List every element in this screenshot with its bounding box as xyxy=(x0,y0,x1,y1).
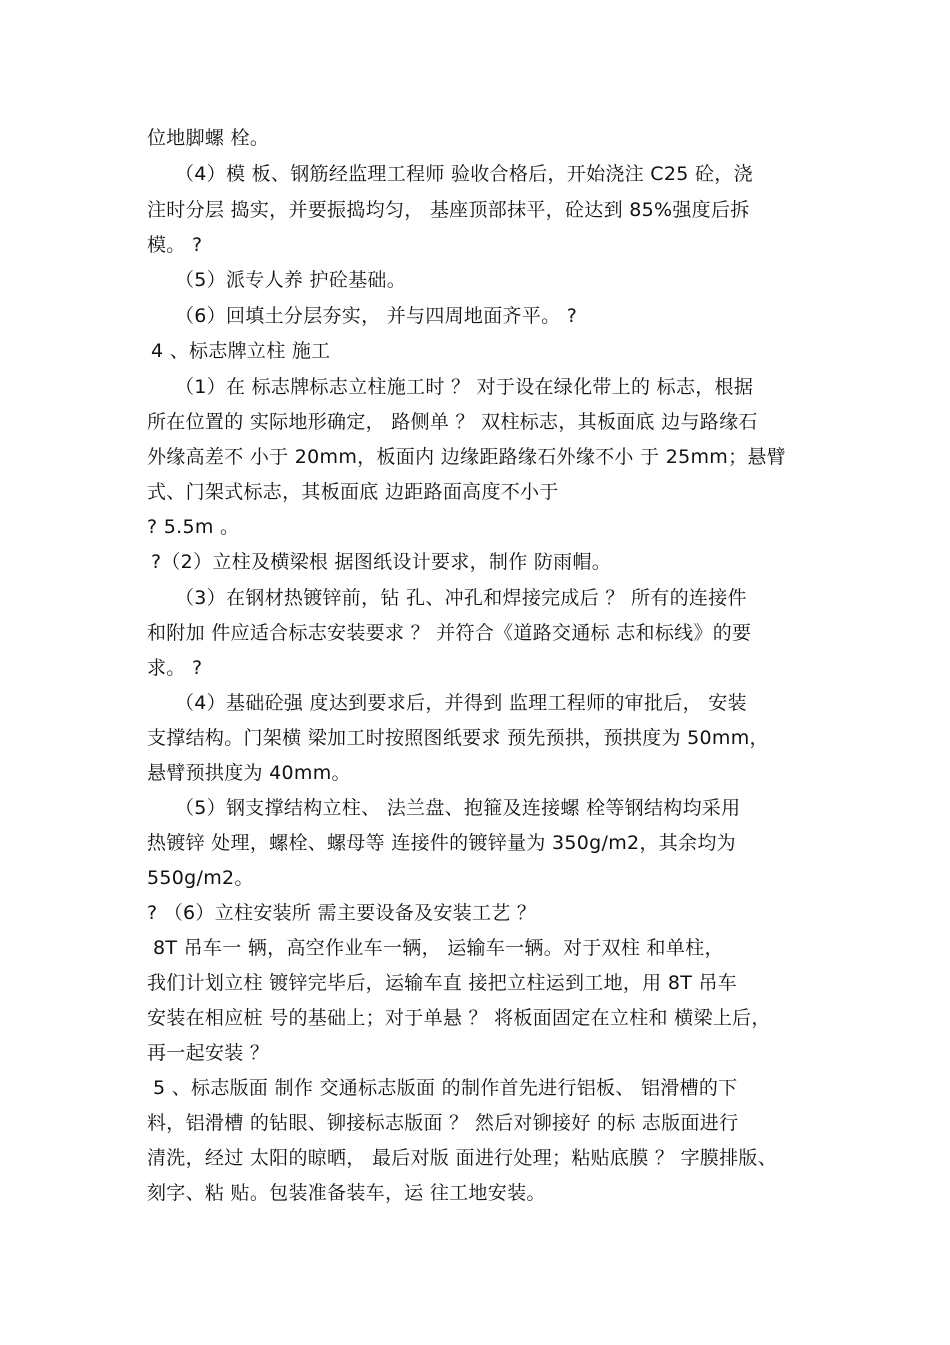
text-line: （3）在钢材热镀锌前，钻 孔、冲孔和焊接完成后 ？ 所有的连接件 xyxy=(175,587,747,609)
text-line: 位地脚螺 栓。 xyxy=(147,127,270,149)
text-line: 支撑结构。门架横 梁加工时按照图纸要求 预先预拱，预拱度为 50mm， xyxy=(147,727,769,749)
text-line: 清洗，经过 太阳的晾晒， 最后对版 面进行处理；粘贴底膜 ？ 字膜排版、 xyxy=(147,1147,777,1169)
text-line: （4）基础砼强 度达到要求后，并得到 监理工程师的审批后， 安装 xyxy=(175,692,747,714)
text-line: 550g/m2。 xyxy=(147,867,254,889)
text-line: ? （6）立柱安装所 需主要设备及安装工艺 ？ xyxy=(147,902,537,924)
section-heading: 4 、标志牌立柱 施工 xyxy=(151,340,331,362)
section-heading: 5 、标志版面 制作 交通标志版面 的制作首先进行铝板、 铝滑槽的下 xyxy=(153,1077,738,1099)
text-line: 我们计划立柱 镀锌完毕后，运输车直 接把立柱运到工地，用 8T 吊车 xyxy=(147,972,738,994)
text-line: 刻字、粘 贴。包装准备装车，运 往工地安装。 xyxy=(147,1182,546,1204)
text-line: 悬臂预拱度为 40mm。 xyxy=(147,762,351,784)
text-line: 安装在相应桩 号的基础上；对于单悬 ？ 将板面固定在立柱和 横梁上后， xyxy=(147,1007,771,1029)
text-line: （6）回填土分层夯实， 并与四周地面齐平。 ? xyxy=(175,305,578,327)
text-line: 8T 吊车一 辆，高空作业车一辆， 运输车一辆。对于双柱 和单柱， xyxy=(153,937,724,959)
text-line: 料，铝滑槽 的钻眼、铆接标志版面 ？ 然后对铆接好 的标 志版面进行 xyxy=(147,1112,739,1134)
text-line: 所在位置的 实际地形确定， 路侧单 ？ 双柱标志，其板面底 边与路缘石 xyxy=(147,411,758,433)
text-line: 和附加 件应适合标志安装要求 ？ 并符合《道路交通标 志和标线》的要 xyxy=(147,622,752,644)
text-line: 求。 ? xyxy=(147,657,203,679)
text-line: ?（2）立柱及横梁根 据图纸设计要求，制作 防雨帽。 xyxy=(151,551,612,573)
text-line: 模。 ? xyxy=(147,234,203,256)
text-line: 外缘高差不 小于 20mm，板面内 边缘距路缘石外缘不小 于 25mm；悬臂 xyxy=(147,446,786,468)
text-line: ? 5.5m 。 xyxy=(147,516,240,538)
text-line: 热镀锌 处理，螺栓、螺母等 连接件的镀锌量为 350g/m2，其余均为 xyxy=(147,832,736,854)
text-line: （4）模 板、钢筋经监理工程师 验收合格后，开始浇注 C25 砼，浇 xyxy=(175,163,753,185)
text-line: 式、门架式标志，其板面底 边距路面高度不小于 xyxy=(147,481,559,503)
text-line: （5）派专人养 护砼基础。 xyxy=(175,269,407,291)
text-line: （5）钢支撑结构立柱、 法兰盘、抱箍及连接螺 栓等钢结构均采用 xyxy=(175,797,741,819)
text-line: 再一起安装 ？ xyxy=(147,1042,270,1064)
text-line: （1）在 标志牌标志立柱施工时 ？ 对于设在绿化带上的 标志，根据 xyxy=(175,376,754,398)
text-line: 注时分层 捣实，并要振捣均匀， 基座顶部抹平，砼达到 85%强度后拆 xyxy=(147,199,750,221)
